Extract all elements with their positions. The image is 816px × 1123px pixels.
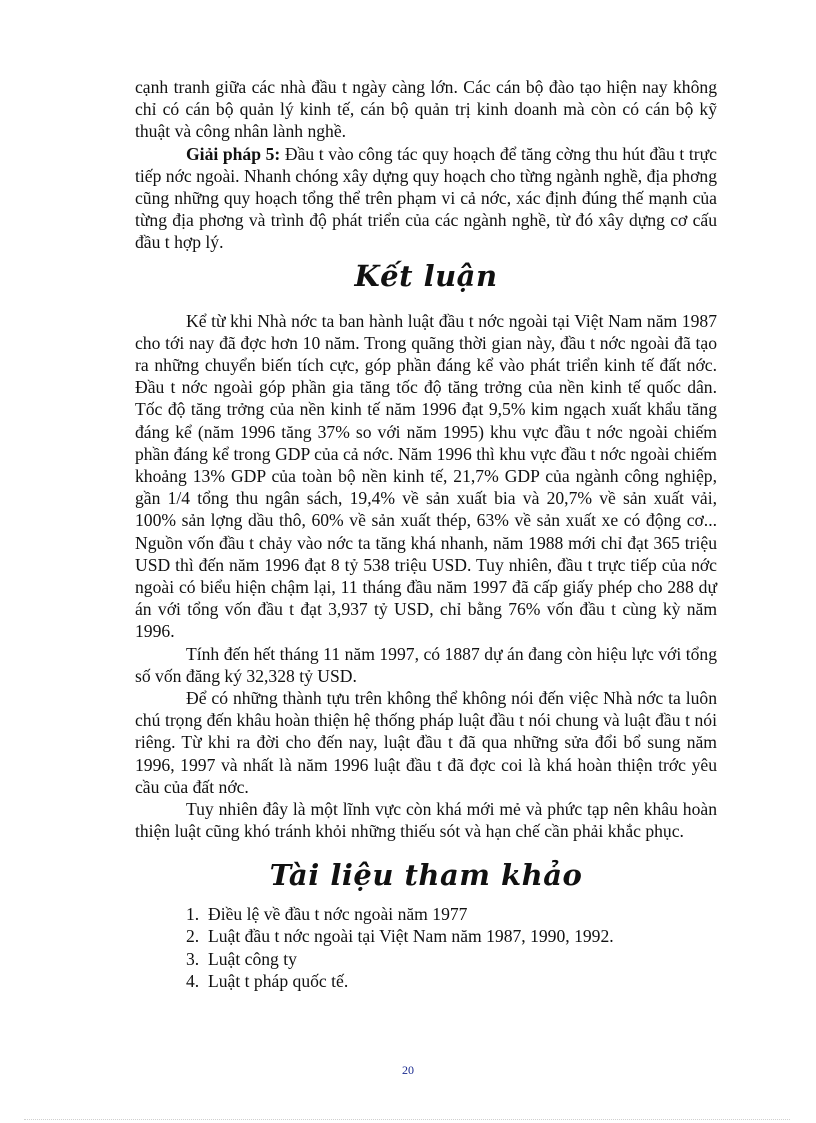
page-content	[135, 76, 717, 993]
reference-item	[186, 970, 717, 993]
reference-text: Điều lệ về đầu t nớc ngoài năm 1977	[208, 903, 468, 924]
references-heading: Tài liệu tham khảo	[269, 857, 583, 892]
reference-item	[186, 948, 717, 971]
reference-number: 3.	[186, 948, 200, 969]
paragraph-training: cạnh tranh giữa các nhà đầu t ngày càng lớn. Các cán bộ đào tạo hiện nay không chỉ có cán bộ quản lý kinh tế, cán bộ quản trị kinh doanh mà còn có cán bộ kỹ thuật và công nhân lành nghề.	[135, 77, 717, 142]
reference-number: 4.	[186, 971, 200, 991]
solution-5-lead: Giải pháp 5:	[186, 143, 281, 164]
page-number: 20	[402, 1063, 414, 1077]
reference-text: Luật công ty	[208, 948, 297, 969]
references-list	[135, 903, 717, 993]
conclusion-paragraph-1: Kể từ khi Nhà nớc ta ban hành luật đầu t nớc ngoài tại Việt Nam năm 1987 cho tới nay đã đợc hơn 10 năm. Trong quãng thời gian này, đầu t nớc ngoài đã tạo ra những chuyển biến tích cực, góp phần đáng kể vào phát triển kinh tế đất nớc. Đầu t nớc ngoài góp phần gia tăng tốc độ tăng trởng của nền kinh tế quốc dân. Tốc độ tăng trởng của nền kinh tế năm 1996 đạt 9,5% kim ngạch xuất khẩu tăng đáng kể (năm 1996 tăng 37% so với năm 1995) khu vực đầu t nớc ngoài chiếm phần đáng kể trong GDP của cả nớc. Năm 1996 thì khu vực đầu t nớc ngoài chiếm khoảng 13% GDP của toàn bộ nền kinh tế, 21,7% GDP của ngành công nghiệp, gần 1/4 tổng thu ngân sách, 19,4% về sản xuất bia và 20,7% về sản xuất vải, 100% sản lợng dầu thô, 60% về sản xuất thép, 63% về sản xuất xe có động cơ... Nguồn vốn đầu t chảy vào nớc ta tăng khá nhanh, năm 1988 mới chỉ đạt 365 triệu USD thì đến năm 1996 đạt 8 tỷ 538 triệu USD. Tuy nhiên, đầu t trực tiếp của nớc ngoài có biểu hiện chậm lại, 11 tháng đầu năm 1997 đã cấp giấy phép cho 288 dự án với tổng vốn đầu t đạt 3,937 tỷ USD, chỉ bằng 76% vốn đầu t cùng kỳ năm 1996.	[135, 310, 717, 642]
reference-number: 2.	[186, 926, 200, 946]
conclusion-heading: Kết luận	[354, 258, 498, 293]
conclusion-paragraph-3: Để có những thành tựu trên không thể không nói đến việc Nhà nớc ta luôn chú trọng đến khâu hoàn thiện hệ thống pháp luật đầu t nói chung và luật đầu t nói riêng. Từ khi ra đời cho đến nay, luật đầu t đã qua những sửa đổi bổ sung năm 1996, 1997 và nhất là năm 1996 luật đầu t đã đợc coi là khá hoàn thiện trớc yêu cầu của đất nớc.	[135, 688, 717, 797]
solution-5-body: Đầu t vào công tác quy hoạch để tăng cờng thu hút đầu t trực tiếp nớc ngoài. Nhanh chóng xây dựng quy hoạch cho từng ngành nghề, địa phơng cũng những quy hoạch tổng thể trên phạm vi cả nớc, xác định đúng thế mạnh của từng địa phơng và trình độ phát triển của các ngành nghề, từ đó xây dựng cơ cấu đầu t hợp lý.	[135, 143, 717, 253]
paragraph-solution-5	[135, 143, 717, 254]
reference-text: Luật t pháp quốc tế.	[208, 971, 349, 991]
reference-text: Luật đầu t nớc ngoài tại Việt Nam năm 1987, 1990, 1992.	[208, 926, 614, 946]
reference-item	[186, 903, 717, 926]
reference-item	[186, 925, 717, 948]
conclusion-paragraph-2: Tính đến hết tháng 11 năm 1997, có 1887 dự án đang còn hiệu lực với tổng số vốn đăng ký 32,328 tỷ USD.	[135, 643, 717, 686]
reference-number: 1.	[186, 903, 200, 924]
page-bottom-divider	[24, 1119, 790, 1120]
conclusion-paragraph-4: Tuy nhiên đây là một lĩnh vực còn khá mới mẻ và phức tạp nên khâu hoàn thiện luật cũng khó tránh khỏi những thiếu sót và hạn chế cần phải khắc phục.	[135, 799, 717, 842]
